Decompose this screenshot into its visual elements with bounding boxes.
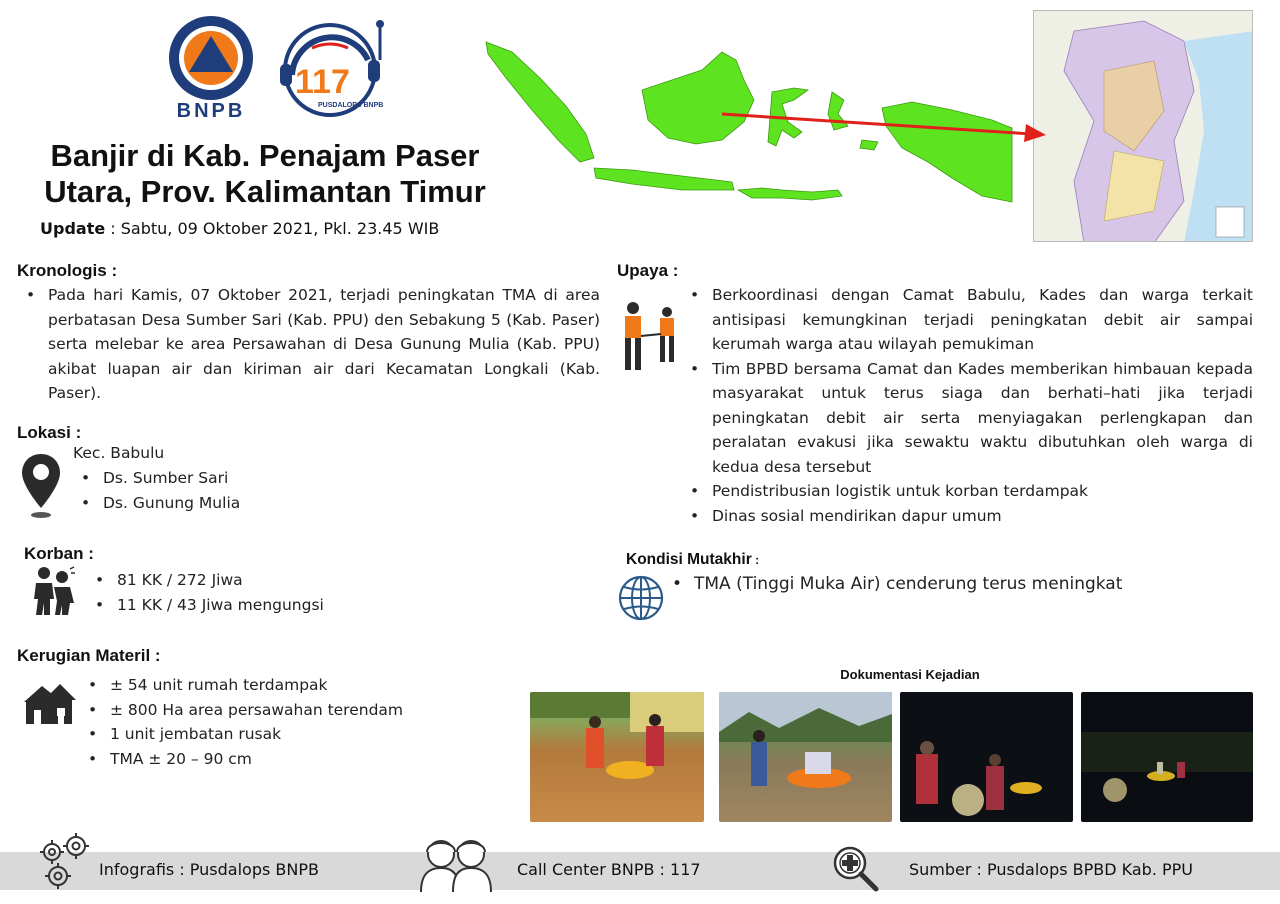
upaya-list — [712, 283, 1253, 528]
kerugian-list — [110, 673, 403, 771]
location-pin-icon — [20, 452, 62, 520]
kondisi-list — [694, 572, 1122, 597]
boat-evacuation-photo-icon — [719, 692, 892, 822]
rescue-workers-icon — [619, 300, 683, 374]
documentation-photo — [530, 692, 704, 822]
documentation-photo — [1081, 692, 1253, 822]
update-value: Sabtu, 09 Oktober 2021, Pkl. 23.45 WIB — [120, 219, 440, 238]
upaya-item: • Dinas sosial mendirikan dapur umum — [712, 504, 1253, 529]
upaya-item: • Tim BPBD bersama Camat dan Kades memberikan himbauan kepada masyarakat untuk terus siaga dan berhati–hati jika terjadi peningkatan debit air serta menyiagakan perlengkapan dan peralatan evakusi jika sewaktu waktu dibutuhkan oleh warga di kedua desa tersebut — [712, 357, 1253, 480]
night-flood-photo-icon — [1081, 692, 1253, 822]
upaya-item: • Pendistribusian logistik untuk korban terdampak — [712, 479, 1253, 504]
victims-icon — [30, 565, 76, 617]
update-separator: : — [105, 219, 121, 238]
kerugian-item: • ± 54 unit rumah terdampak — [110, 673, 403, 698]
flood-rescue-photo-icon — [530, 692, 704, 822]
korban-heading: Korban : — [24, 544, 94, 563]
bnpb-logo-text: BNPB — [176, 100, 246, 122]
footer-sumber: Sumber : Pusdalops BPBD Kab. PPU — [909, 860, 1193, 879]
call-center-icon — [417, 834, 495, 894]
pusdalops-number: 117 — [295, 63, 350, 101]
page-title — [20, 138, 510, 210]
kerugian-item: • 1 unit jembatan rusak — [110, 722, 403, 747]
kronologis-list — [48, 283, 600, 406]
lokasi-list — [103, 466, 240, 515]
footer-infografis: Infografis : Pusdalops BNPB — [99, 860, 319, 879]
kronologis-item: • Pada hari Kamis, 07 Oktober 2021, terjadi peningkatan TMA di area perbatasan Desa Sumber Sari (Kab. PPU) den Sebakung 5 (Kab. Paser) serta melebar ke area Persawahan di Desa Gunung Mulia (Kab. PPU) akibat luapan air dan kiriman air dari Kecamatan Longkali (Kab. Paser). — [48, 283, 600, 406]
houses-icon — [22, 680, 78, 726]
lokasi-item: • Ds. Sumber Sari — [103, 466, 240, 491]
title-line-2: Utara, Prov. Kalimantan Timur — [44, 174, 486, 209]
documentation-photo — [900, 692, 1073, 822]
korban-item: • 81 KK / 272 Jiwa — [117, 568, 324, 593]
upaya-item: • Berkoordinasi dengan Camat Babulu, Kades dan warga terkait antisipasi kemungkinan terjadi peningkatan debit air sampai kerumah warga atau wilayah pemukiman — [712, 283, 1253, 357]
kondisi-heading-colon: : — [751, 553, 760, 567]
kondisi-heading — [626, 551, 759, 569]
kronologis-heading: Kronologis : — [17, 261, 118, 280]
lokasi-kecamatan: Kec. Babulu — [73, 444, 165, 462]
update-line — [40, 219, 439, 238]
korban-item: • 11 KK / 43 Jiwa mengungsi — [117, 593, 324, 618]
update-label: Update — [40, 219, 106, 238]
kerugian-item: • TMA ± 20 – 90 cm — [110, 747, 403, 772]
title-line-1: Banjir di Kab. Penajam Paser — [50, 138, 480, 173]
documentation-photo — [719, 692, 892, 822]
lokasi-heading: Lokasi : — [17, 423, 82, 442]
gears-icon — [36, 830, 92, 890]
footer-call-center: Call Center BNPB : 117 — [517, 860, 701, 879]
detail-map — [1033, 10, 1253, 242]
korban-list — [117, 568, 324, 617]
lokasi-item: • Ds. Gunung Mulia — [103, 491, 240, 516]
bnpb-emblem-icon — [165, 14, 257, 102]
kondisi-item: • TMA (Tinggi Muka Air) cenderung terus meningkat — [694, 572, 1122, 597]
night-rescue-photo-icon — [900, 692, 1073, 822]
detail-map-icon — [1034, 11, 1253, 242]
kerugian-item: • ± 800 Ha area persawahan terendam — [110, 698, 403, 723]
kondisi-heading-text: Kondisi Mutakhir — [626, 551, 752, 568]
kerugian-heading: Kerugian Materil : — [17, 646, 161, 665]
dokumentasi-heading: Dokumentasi Kejadian — [840, 667, 980, 682]
upaya-heading: Upaya : — [617, 261, 679, 280]
search-plus-icon — [832, 845, 880, 893]
pusdalops-text: PUSDALOPS BNPB — [318, 102, 384, 109]
globe-icon — [617, 574, 665, 622]
location-arrow-icon — [720, 108, 1050, 148]
